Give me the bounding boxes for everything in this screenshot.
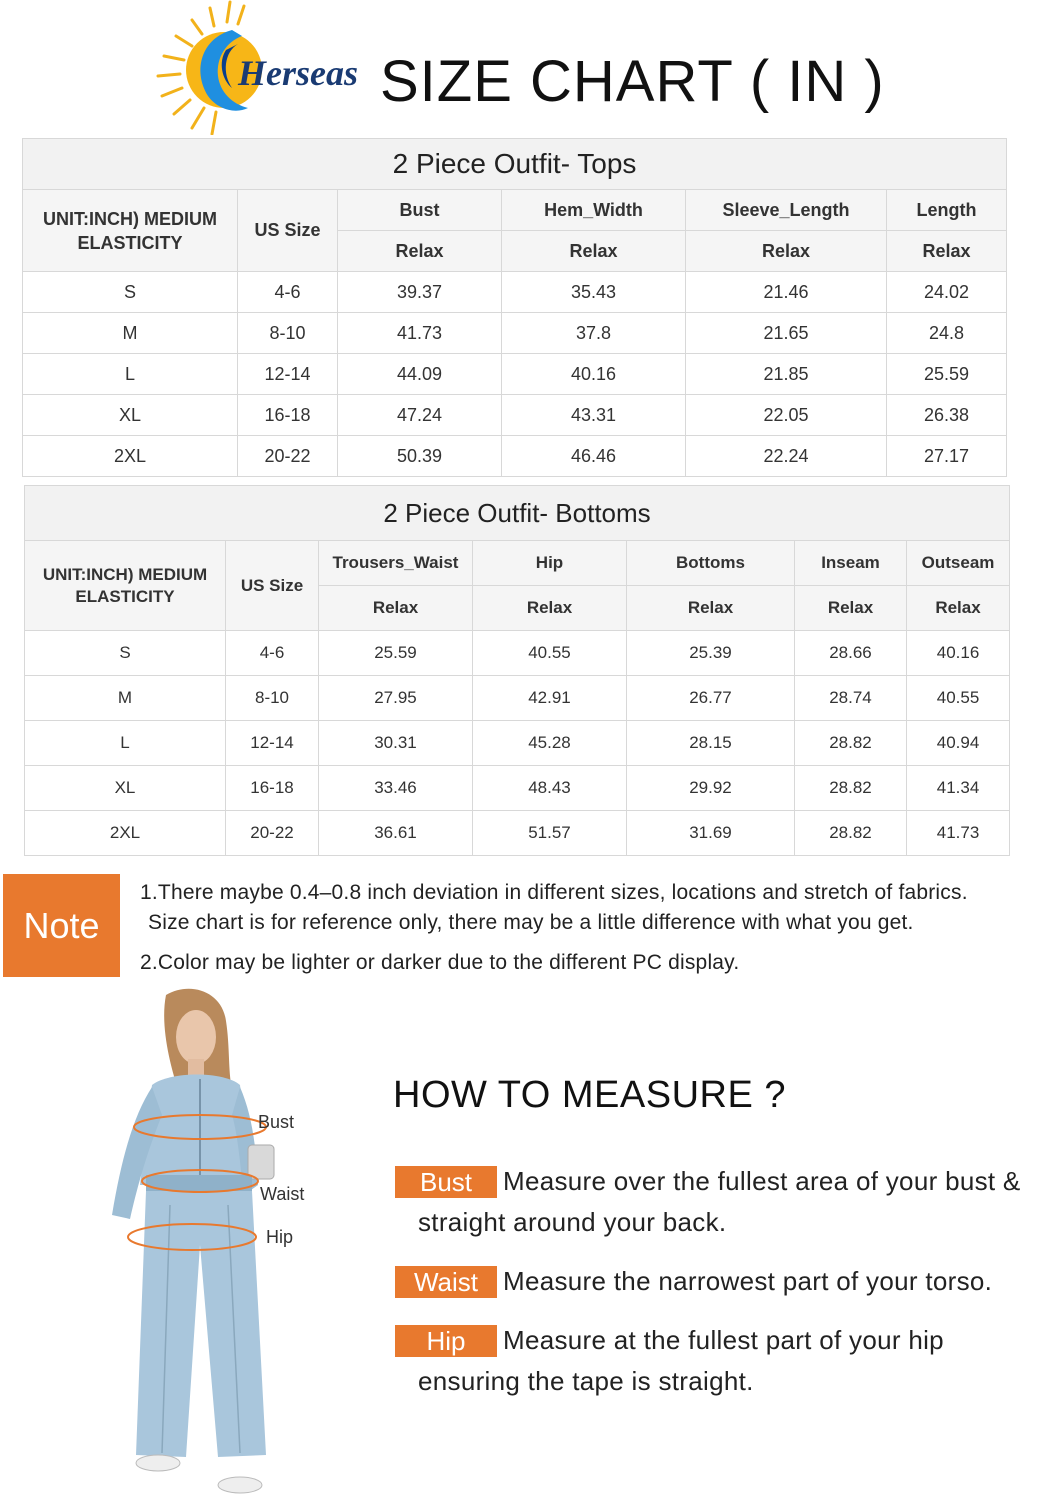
table-cell: 28.66: [795, 631, 907, 676]
table-cell: 45.28: [473, 721, 627, 766]
table-cell: 33.46: [319, 766, 473, 811]
waist-instruction: Measure the narrowest part of your torso.: [503, 1266, 993, 1296]
table-cell: 4-6: [226, 631, 319, 676]
bottoms-relax-label: Relax: [319, 586, 473, 631]
hip-instruction-2: ensuring the tape is straight.: [418, 1366, 754, 1396]
table-cell: 40.94: [907, 721, 1010, 766]
table-cell: 35.43: [502, 272, 686, 313]
bottoms-inseam-header: Inseam: [795, 541, 907, 586]
bottoms-bottoms-header: Bottoms: [627, 541, 795, 586]
figure-waist-label: Waist: [260, 1184, 305, 1204]
note-line-3: 2.Color may be lighter or darker due to the different PC display.: [140, 951, 740, 974]
table-cell: 40.55: [907, 676, 1010, 721]
table-cell: 26.38: [887, 395, 1007, 436]
bottoms-relax-label: Relax: [473, 586, 627, 631]
figure-hip-label: Hip: [266, 1227, 294, 1247]
bottoms-unit-header: UNIT:INCH) MEDIUM ELASTICITY: [25, 541, 226, 631]
table-cell: L: [25, 721, 226, 766]
tops-relax-label: Relax: [338, 231, 502, 272]
table-cell: 16-18: [226, 766, 319, 811]
table-cell: 12-14: [238, 354, 338, 395]
bottoms-us-size-header: US Size: [226, 541, 319, 631]
table-cell: 41.34: [907, 766, 1010, 811]
table-cell: 21.65: [686, 313, 887, 354]
hip-instruction-1: Measure at the fullest part of your hip: [503, 1325, 944, 1355]
table-cell: 22.24: [686, 436, 887, 477]
table-row: [23, 436, 1007, 477]
table-cell: 27.17: [887, 436, 1007, 477]
table-row: [23, 354, 1007, 395]
tops-hem-width-header: Hem_Width: [502, 190, 686, 231]
how-to-measure-title: HOW TO MEASURE ?: [393, 1074, 786, 1116]
table-cell: 8-10: [226, 676, 319, 721]
table-cell: 20-22: [226, 811, 319, 856]
table-cell: 40.16: [502, 354, 686, 395]
table-cell: 43.31: [502, 395, 686, 436]
bottoms-caption: 2 Piece Outfit- Bottoms: [25, 486, 1010, 541]
table-cell: 30.31: [319, 721, 473, 766]
table-cell: 12-14: [226, 721, 319, 766]
table-cell: 47.24: [338, 395, 502, 436]
table-cell: M: [23, 313, 238, 354]
tops-relax-label: Relax: [887, 231, 1007, 272]
hip-tag: Hip: [395, 1325, 497, 1357]
bust-instruction-1: Measure over the fullest area of your bust &: [503, 1166, 1021, 1196]
table-cell: 44.09: [338, 354, 502, 395]
table-cell: 25.39: [627, 631, 795, 676]
table-cell: 21.46: [686, 272, 887, 313]
table-row: [23, 272, 1007, 313]
table-row: [25, 676, 1010, 721]
table-cell: 50.39: [338, 436, 502, 477]
table-cell: 36.61: [319, 811, 473, 856]
note-line-1: 1.There maybe 0.4–0.8 inch deviation in different sizes, locations and stretch of fabrics.: [140, 881, 968, 904]
table-cell: 21.85: [686, 354, 887, 395]
table-cell: M: [25, 676, 226, 721]
table-cell: 8-10: [238, 313, 338, 354]
page-header: [0, 0, 1052, 135]
table-cell: 22.05: [686, 395, 887, 436]
table-cell: 24.8: [887, 313, 1007, 354]
tops-length-header: Length: [887, 190, 1007, 231]
bust-tag: Bust: [395, 1166, 497, 1198]
table-cell: 40.16: [907, 631, 1010, 676]
tops-caption: 2 Piece Outfit- Tops: [23, 139, 1007, 190]
note-line-2: Size chart is for reference only, there may be a little difference with what you get.: [148, 911, 914, 934]
table-cell: 29.92: [627, 766, 795, 811]
table-cell: S: [25, 631, 226, 676]
table-cell: 48.43: [473, 766, 627, 811]
bottoms-relax-label: Relax: [795, 586, 907, 631]
bottoms-hip-header: Hip: [473, 541, 627, 586]
bust-instruction-2: straight around your back.: [418, 1207, 727, 1237]
table-cell: L: [23, 354, 238, 395]
table-cell: 28.74: [795, 676, 907, 721]
table-row: [25, 721, 1010, 766]
table-cell: 28.82: [795, 721, 907, 766]
table-cell: 20-22: [238, 436, 338, 477]
bottoms-trousers-waist-header: Trousers_Waist: [319, 541, 473, 586]
table-cell: 28.82: [795, 811, 907, 856]
table-cell: 41.73: [338, 313, 502, 354]
table-row: [23, 313, 1007, 354]
tops-us-size-header: US Size: [238, 190, 338, 272]
figure-bust-label: Bust: [258, 1112, 295, 1132]
tops-relax-label: Relax: [686, 231, 887, 272]
bottoms-size-table: [24, 485, 1010, 856]
table-cell: 2XL: [23, 436, 238, 477]
table-row: [25, 766, 1010, 811]
table-cell: 31.69: [627, 811, 795, 856]
table-cell: XL: [23, 395, 238, 436]
tops-bust-header: Bust: [338, 190, 502, 231]
table-cell: 40.55: [473, 631, 627, 676]
table-row: [25, 811, 1010, 856]
model-illustration-icon: [100, 985, 340, 1500]
table-cell: XL: [25, 766, 226, 811]
table-cell: 24.02: [887, 272, 1007, 313]
table-cell: 26.77: [627, 676, 795, 721]
bottoms-outseam-header: Outseam: [907, 541, 1010, 586]
bottoms-relax-label: Relax: [907, 586, 1010, 631]
page-title: SIZE CHART ( IN ): [380, 49, 885, 114]
table-cell: 39.37: [338, 272, 502, 313]
table-cell: 51.57: [473, 811, 627, 856]
brand-name: Herseas: [238, 53, 358, 93]
tops-unit-header: UNIT:INCH) MEDIUM ELASTICITY: [23, 190, 238, 272]
tops-sleeve-length-header: Sleeve_Length: [686, 190, 887, 231]
bottoms-relax-label: Relax: [627, 586, 795, 631]
model-figure: [100, 985, 340, 1500]
table-cell: 41.73: [907, 811, 1010, 856]
table-cell: 28.15: [627, 721, 795, 766]
note-badge: Note: [3, 874, 120, 977]
table-cell: 25.59: [319, 631, 473, 676]
table-cell: 27.95: [319, 676, 473, 721]
table-cell: 16-18: [238, 395, 338, 436]
table-cell: 46.46: [502, 436, 686, 477]
table-cell: 28.82: [795, 766, 907, 811]
table-cell: 25.59: [887, 354, 1007, 395]
table-row: [25, 631, 1010, 676]
table-cell: 37.8: [502, 313, 686, 354]
tops-relax-label: Relax: [502, 231, 686, 272]
waist-tag: Waist: [395, 1266, 497, 1298]
table-cell: 42.91: [473, 676, 627, 721]
table-cell: 4-6: [238, 272, 338, 313]
tops-size-table: [22, 138, 1007, 477]
table-row: [23, 395, 1007, 436]
table-cell: 2XL: [25, 811, 226, 856]
table-cell: S: [23, 272, 238, 313]
